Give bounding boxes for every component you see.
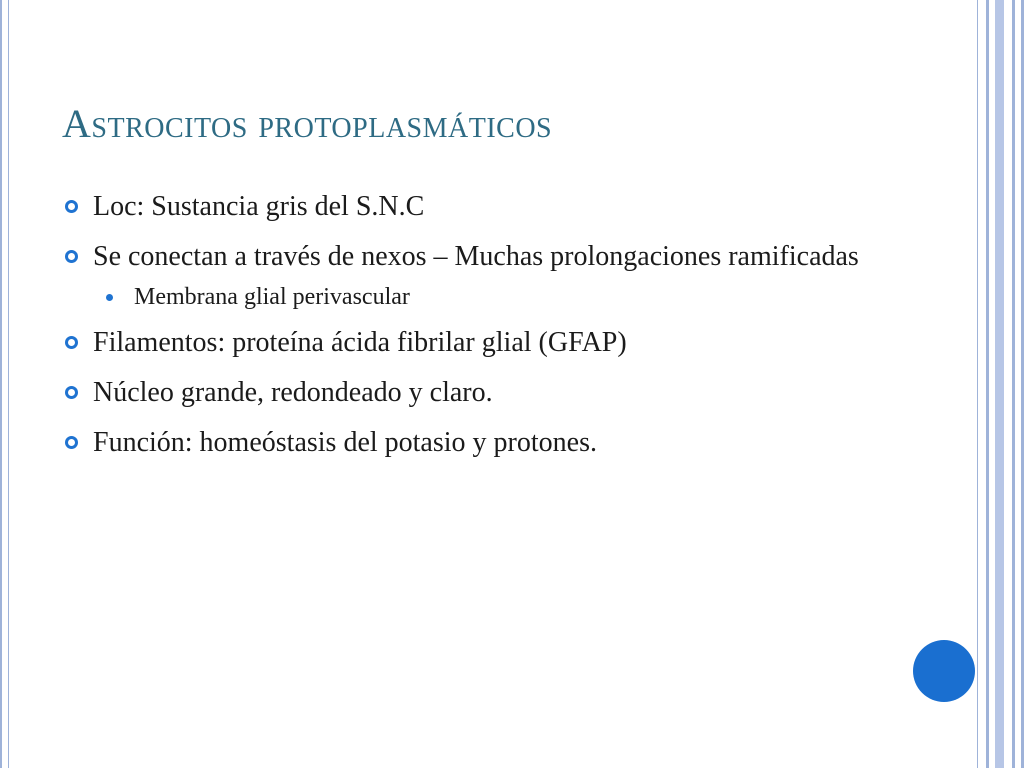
bullet-item: [62, 322, 942, 363]
right-border-rule: [977, 0, 978, 768]
ring-bullet-icon: [65, 250, 78, 263]
bullet-text: Filamentos: proteína ácida fibrilar glial (GFAP): [93, 327, 627, 358]
ring-bullet-icon: [65, 336, 78, 349]
bullet-item: [62, 372, 942, 413]
bullet-text: Loc: Sustancia gris del S.N.C: [93, 191, 425, 222]
ring-bullet-icon: [65, 436, 78, 449]
ring-bullet-icon: [65, 200, 78, 213]
bullet-item: [62, 236, 942, 277]
sub-bullet-group: [62, 281, 942, 313]
right-border-rule: [995, 0, 1004, 768]
bullet-item: [62, 186, 942, 227]
right-border-rule: [1012, 0, 1015, 768]
dot-bullet-icon: [106, 294, 113, 301]
bullet-text: Se conectan a través de nexos – Muchas prolongaciones ramificadas: [93, 241, 859, 272]
ring-bullet-icon: [65, 386, 78, 399]
bullet-list: [62, 186, 942, 472]
decorative-circle-icon: [913, 640, 975, 702]
left-border-rule: [0, 0, 2, 768]
bullet-text: Núcleo grande, redondeado y claro.: [93, 377, 493, 408]
slide-title: Astrocitos protoplasmáticos: [62, 101, 553, 146]
bullet-text: Función: homeóstasis del potasio y protones.: [93, 427, 597, 458]
sub-bullet-item: [62, 281, 942, 313]
right-border-rule: [986, 0, 989, 768]
sub-bullet-text: Membrana glial perivascular: [134, 284, 410, 310]
bullet-item: [62, 422, 942, 463]
left-border-rule-thin: [8, 0, 9, 768]
sub-bullet-list: [62, 281, 942, 313]
